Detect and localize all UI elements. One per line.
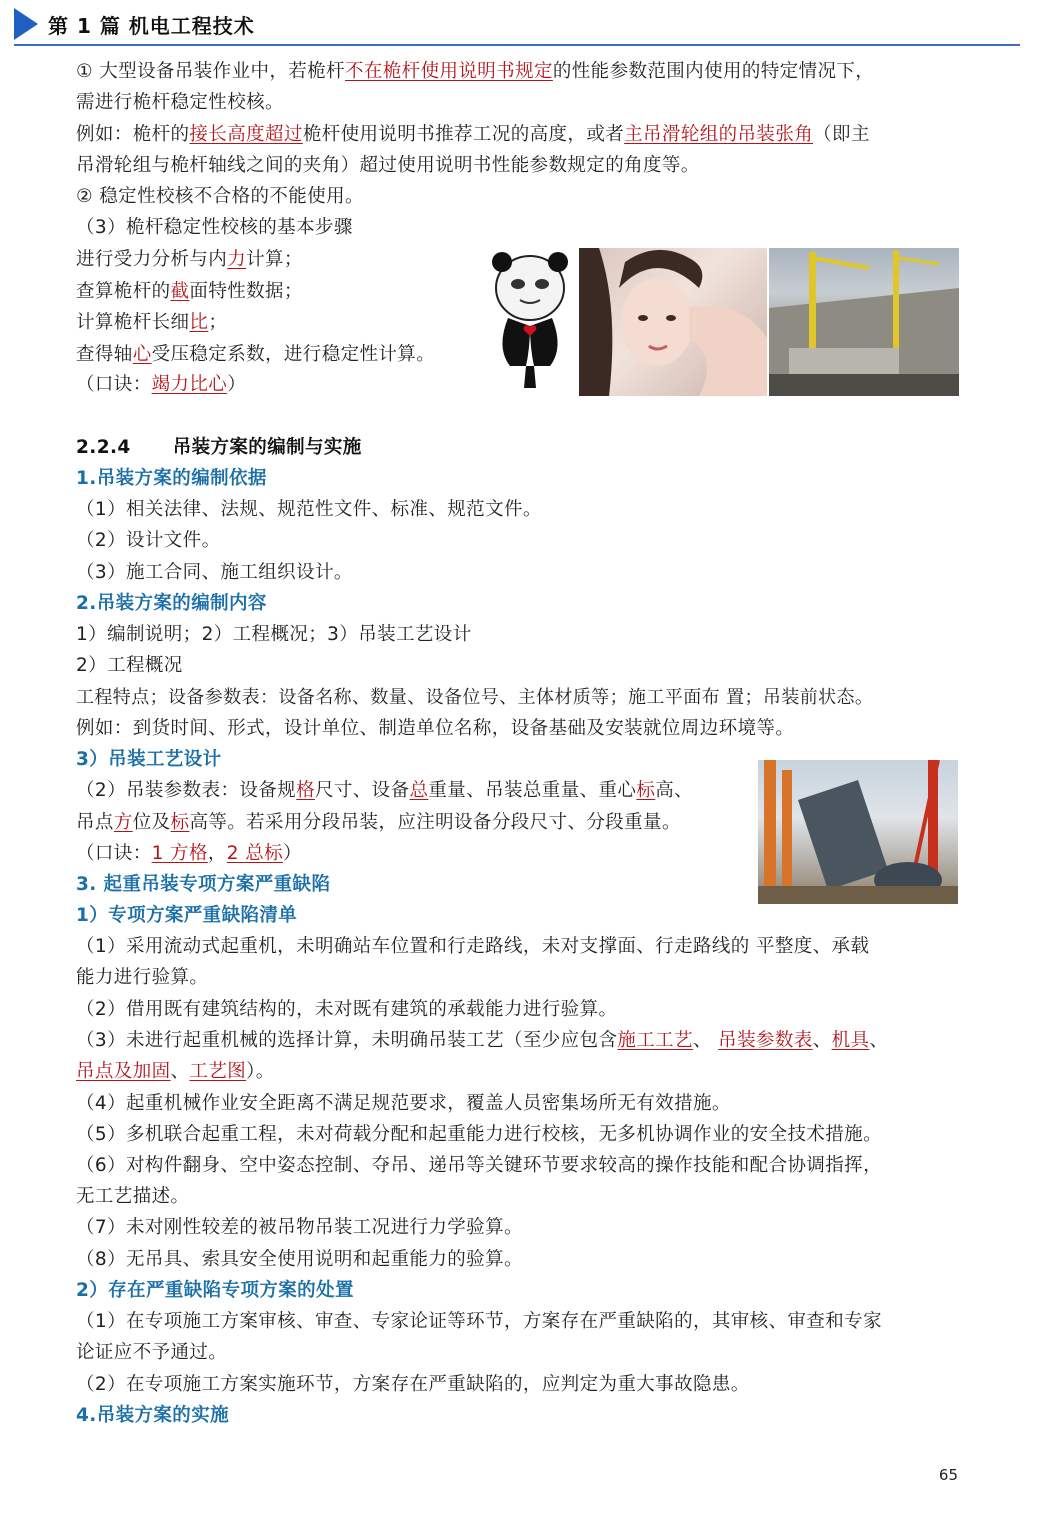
text-line: 论证应不予通过。 xyxy=(76,1342,228,1363)
text-line: 需进行桅杆稳定性校核。 xyxy=(76,92,284,113)
subheading: 2）存在严重缺陷专项方案的处置 xyxy=(76,1280,354,1301)
text-line: （1）采用流动式起重机，未明确站车位置和行走路线，未对支撑面、行走路线的 平整度、承载 xyxy=(76,936,870,957)
text-line: 吊滑轮组与桅杆轴线之间的夹角）超过使用说明书性能参数规定的角度等。 xyxy=(76,155,700,176)
underlined-keyword: 截 xyxy=(170,281,190,302)
text-line: （8）无吊具、索具安全使用说明和起重能力的验算。 xyxy=(76,1249,523,1270)
text-line: （2）吊装参数表：设备规格尺寸、设备总重量、吊装总重量、重心标高、 xyxy=(76,780,694,801)
text-line: （5）多机联合起重工程，未对荷载分配和起重能力进行校核，无多机协调作业的安全技术措施。 xyxy=(76,1124,882,1145)
text-line: 查得轴心受压稳定系数，进行稳定性计算。 xyxy=(76,344,436,365)
underlined-keyword: 力 xyxy=(227,249,247,270)
subheading: 4.吊装方案的实施 xyxy=(76,1405,230,1426)
text-line: 工程特点；设备参数表：设备名称、数量、设备位号、主体材质等；施工平面布 置；吊装前状态。 xyxy=(76,687,874,708)
text-line: （1）相关法律、法规、规范性文件、标准、规范文件。 xyxy=(76,499,542,520)
equipment-lifting-photo xyxy=(758,760,958,904)
text-line: （2）设计文件。 xyxy=(76,530,221,551)
header-rule xyxy=(14,44,1020,46)
underlined-keyword: 吊点及加固 xyxy=(76,1061,171,1082)
underlined-keyword: 总 xyxy=(409,780,429,801)
text-line: （1）在专项施工方案审核、审查、专家论证等环节，方案存在严重缺陷的，其审核、审查和专家 xyxy=(76,1311,882,1332)
text-line: （2）借用既有建筑结构的，未对既有建筑的承载能力进行验算。 xyxy=(76,999,618,1020)
header-triangle-icon xyxy=(14,8,38,40)
text-line: 查算桅杆的截面特性数据； xyxy=(76,281,303,302)
text-line: （7）未对刚性较差的被吊物吊装工况进行力学验算。 xyxy=(76,1217,523,1238)
underlined-keyword: 标 xyxy=(170,812,190,833)
text-line: 吊点及加固、工艺图）。 xyxy=(76,1061,275,1082)
underlined-keyword: 心 xyxy=(132,344,152,365)
page-number: 65 xyxy=(938,1466,958,1484)
mast-lifting-photo xyxy=(769,248,959,396)
underlined-keyword: 比 xyxy=(189,312,209,333)
portrait-photo xyxy=(579,248,767,396)
text-line: ① 大型设备吊装作业中，若桅杆不在桅杆使用说明书规定的性能参数范围内使用的特定情况下， xyxy=(76,61,875,82)
text-line: 无工艺描述。 xyxy=(76,1186,190,1207)
underlined-keyword: 方 xyxy=(113,812,133,833)
subheading: 1.吊装方案的编制依据 xyxy=(76,468,267,489)
underlined-keyword: 机具 xyxy=(831,1030,870,1051)
underlined-keyword: 标 xyxy=(636,780,656,801)
text-line: ② 稳定性校核不合格的不能使用。 xyxy=(76,186,364,207)
text-line: （6）对构件翻身、空中姿态控制、夺吊、递吊等关键环节要求较高的操作技能和配合协调指挥， xyxy=(76,1155,882,1176)
subheading: 2.吊装方案的编制内容 xyxy=(76,593,267,614)
text-line: 2）工程概况 xyxy=(76,655,183,676)
underlined-keyword: 1 方格 xyxy=(151,843,208,864)
text-line: （3）桅杆稳定性校核的基本步骤 xyxy=(76,217,353,238)
header-title: 第 1 篇 机电工程技术 xyxy=(48,14,255,38)
text-line: 例如：桅杆的接长高度超过桅杆使用说明书推荐工况的高度，或者主吊滑轮组的吊装张角（即主 xyxy=(76,124,870,145)
page-header xyxy=(0,0,1044,46)
section-heading: 2.2.4 吊装方案的编制与实施 xyxy=(76,437,362,458)
panda-meme-image xyxy=(486,248,574,396)
underlined-keyword: 主吊滑轮组的吊装张角 xyxy=(624,124,814,145)
underlined-keyword: 接长高度超过 xyxy=(189,124,303,145)
subheading: 3. 起重吊装专项方案严重缺陷 xyxy=(76,874,331,895)
underlined-keyword: 工艺图 xyxy=(189,1061,247,1082)
underlined-keyword: 吊装参数表 xyxy=(718,1030,813,1051)
underlined-keyword: 格 xyxy=(296,780,315,801)
subheading: 3）吊装工艺设计 xyxy=(76,749,222,770)
underlined-keyword: 施工工艺 xyxy=(617,1030,693,1051)
text-line: 吊点方位及标高等。若采用分段吊装，应注明设备分段尺寸、分段重量。 xyxy=(76,812,681,833)
text-line: 计算桅杆长细比； xyxy=(76,312,228,333)
text-line: （3）未进行起重机械的选择计算，未明确吊装工艺（至少应包含施工工艺、 吊装参数表、机具、 xyxy=(76,1030,889,1051)
text-line: 1）编制说明；2）工程概况；3）吊装工艺设计 xyxy=(76,624,472,645)
text-line: 能力进行验算。 xyxy=(76,967,209,988)
subheading: 1）专项方案严重缺陷清单 xyxy=(76,905,298,926)
text-line: （3）施工合同、施工组织设计。 xyxy=(76,562,353,583)
text-line: （口诀：1 方格，2 总标） xyxy=(76,843,302,864)
text-line: （2）在专项施工方案实施环节，方案存在严重缺陷的，应判定为重大事故隐患。 xyxy=(76,1374,750,1395)
underlined-keyword: 2 总标 xyxy=(226,843,284,864)
text-line: （4）起重机械作业安全距离不满足规范要求，覆盖人员密集场所无有效措施。 xyxy=(76,1093,731,1114)
text-line: 进行受力分析与内力计算； xyxy=(76,249,303,270)
underlined-keyword: 竭力比心 xyxy=(151,374,228,395)
text-line: （口诀：竭力比心） xyxy=(76,374,247,395)
underlined-keyword: 不在桅杆使用说明书规定 xyxy=(344,61,553,82)
text-line: 例如：到货时间、形式，设计单位、制造单位名称，设备基础及安装就位周边环境等。 xyxy=(76,718,795,739)
